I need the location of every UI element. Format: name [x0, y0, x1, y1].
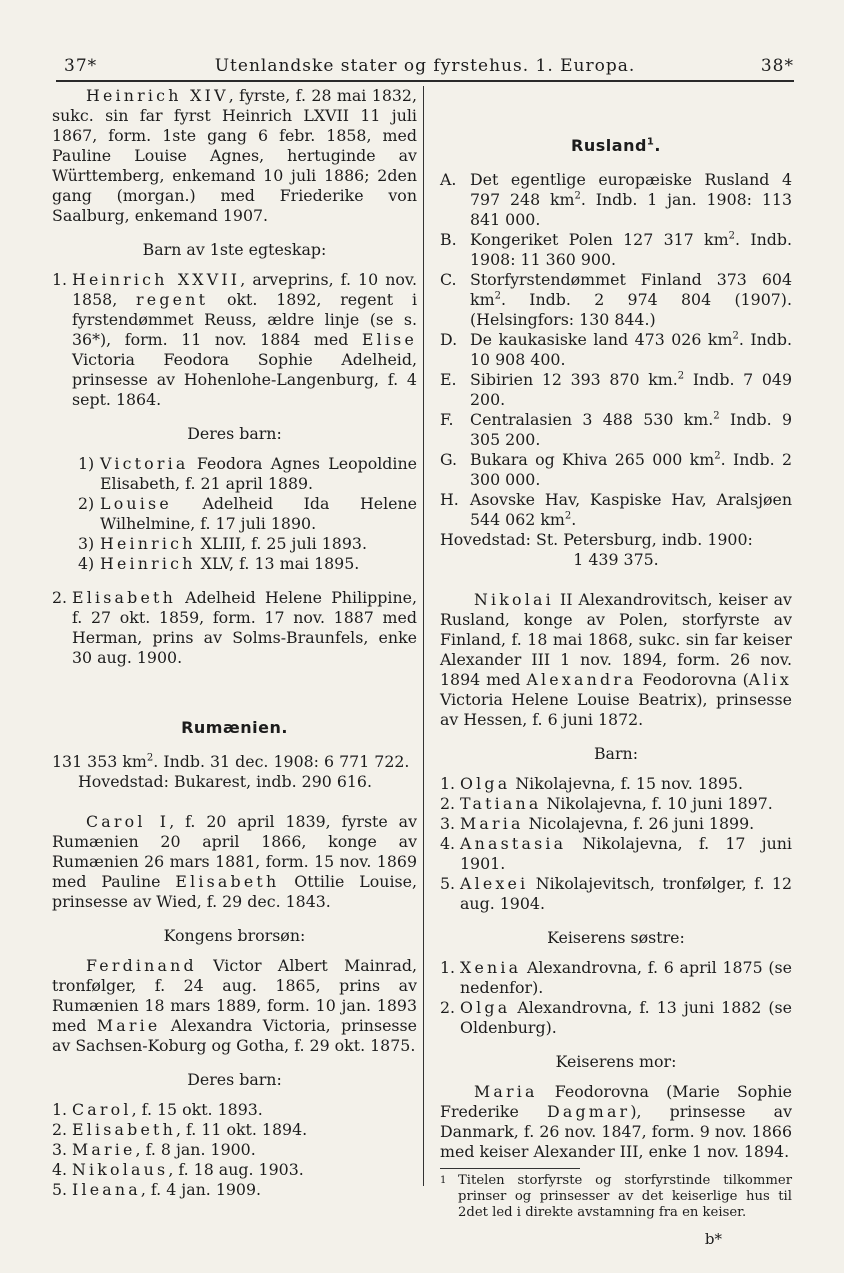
person-name: Maria — [460, 814, 524, 833]
section-heading: Keiserens søstre: — [547, 928, 685, 947]
list-item: 1. Xenia Alexandrovna, f. 6 april 1875 (se nedenfor). — [440, 958, 792, 997]
column-divider — [423, 86, 424, 1186]
list-item: 5. Alexei Nikolajevitsch, tronfølger, f. 12 aug. 1904. — [440, 874, 792, 913]
person-name: Heinrich — [100, 554, 196, 573]
list-item: 5. Ileana, f. 4 jan. 1909. — [52, 1180, 262, 1199]
region-item: A. Det egentlige europæiske Rusland 4 797 248 $km^2$. Indb. 1 jan. 1908: 113 841 000. — [440, 170, 792, 229]
right-column — [440, 86, 792, 1249]
person-name: Tatiana — [460, 794, 542, 813]
section-heading: Kongens brorsøn: — [163, 926, 306, 945]
page-number-right: 38* — [760, 56, 794, 76]
footnote: 1 Titelen storfyrste og storfyrstinde tilkommer prinser og prinsesser av det keiserlige hus til 2det led i direkte avstamning fra en keiser. — [440, 1173, 792, 1220]
rusland-capital-population: 1 439 375. — [573, 550, 659, 569]
list-item: 4. Nikolaus, f. 18 aug. 1903. — [52, 1160, 304, 1179]
rumaenien-capital: Hovedstad: Bukarest, indb. 290 616. — [78, 772, 373, 791]
person-name: Heinrich XXVII — [72, 270, 241, 289]
list-item: 3. Maria Nicolajevna, f. 26 juni 1899. — [440, 814, 755, 833]
person-name: Ferdinand — [86, 956, 197, 975]
person-name: Dagmar — [546, 1102, 631, 1121]
footnote-rule — [440, 1168, 580, 1169]
section-heading: Barn av 1ste egteskap: — [142, 240, 327, 259]
reuss-intro: Heinrich XIV, fyrste, f. 28 mai 1832, sukc. sin far fyrst Heinrich LXVII 11 juli 1867, form. 1ste gang 6 febr. 1858, med Pauline Louise Agnes, hertuginde av Württemberg, enkemand 10 juli 1886; 2den gang (morgan.) med Friederike von Saalburg, enkemand 1907. — [52, 86, 417, 225]
list-item: 4. Anastasia Nikolajevna, f. 17 juni 1901. — [440, 834, 792, 873]
list-item: 4) Heinrich XLV, f. 13 mai 1895. — [78, 554, 360, 573]
list-item: 2. Elisabeth, f. 11 okt. 1894. — [52, 1120, 308, 1139]
person-name: Xenia — [460, 958, 522, 977]
rumaenien-king: Carol I, f. 20 april 1839, fyrste av Rumænien 20 april 1866, konge av Rumænien 26 mars 1881, form. 15 nov. 1869 med Pauline Elisabeth Ottilie Louise, prinsesse av Wied, f. 29 dec. 1843. — [52, 812, 418, 911]
header-rule — [56, 80, 794, 82]
person-name: Carol I — [86, 812, 170, 831]
person-name: Olga — [460, 998, 511, 1017]
list-item: 3. Marie, f. 8 jan. 1900. — [52, 1140, 256, 1159]
page-number-left: 37* — [64, 56, 98, 76]
person-name: Marie — [96, 1016, 161, 1035]
page-header — [56, 52, 794, 82]
list-item: 2) Louise Adelheid Ida Helene Wilhelmine, f. 17 juli 1890. — [78, 494, 417, 533]
person-name: Victoria — [100, 454, 189, 473]
country-heading-rusland: Rusland$^1$. — [571, 136, 661, 155]
signature-mark: b* — [704, 1230, 722, 1248]
list-item: 1) Victoria Feodora Agnes Leopoldine Elisabeth, f. 21 april 1889. — [78, 454, 417, 493]
person-name: Carol — [72, 1100, 132, 1119]
running-title: Utenlandske stater og fyrstehus. 1. Europa. — [214, 56, 636, 76]
list-item: 2. Elisabeth Adelheid Helene Philippine, f. 27 okt. 1859, form. 17 nov. 1887 med Herman, prins av Solms-Braunfels, enke 30 aug. 1900. — [52, 588, 417, 667]
list-item: 1. Heinrich XXVII, arveprins, f. 10 nov. 1858, regent okt. 1892, regent i fyrstendømmet Reuss, ældre linje (se s. 36*), form. 11 nov. 1884 med Elise Victoria Feodora Sophie Adelheid, prinsesse av Hohenlohe-Langenburg, f. 4 sept. 1864. — [52, 270, 417, 409]
person-name: Maria — [474, 1082, 538, 1101]
region-item: B. Kongeriket Polen 127 317 $km^2$. Indb. 1908: 11 360 900. — [440, 230, 792, 269]
person-name: Louise — [100, 494, 172, 513]
country-heading-rumaenien: Rumænien. — [181, 718, 288, 737]
person-name: Alexandra — [526, 670, 637, 689]
person-name: Elisabeth — [72, 588, 176, 607]
list-item: 1. Olga Nikolajevna, f. 15 nov. 1895. — [440, 774, 744, 793]
person-name: Alix — [748, 670, 792, 689]
person-name: Ileana — [72, 1180, 141, 1199]
person-name: Heinrich — [100, 534, 196, 553]
list-item: 3) Heinrich XLIII, f. 25 juli 1893. — [78, 534, 367, 553]
person-name: Heinrich XIV — [86, 86, 229, 105]
list-item: 2. Tatiana Nikolajevna, f. 10 juni 1897. — [440, 794, 773, 813]
region-item: F. Centralasien 3 488 530 km.$^2$ Indb. 9 305 200. — [440, 410, 792, 449]
person-name: Anastasia — [460, 834, 567, 853]
region-item: H. Asovske Hav, Kaspiske Hav, Aralsjøen 544 062 $km^2$. — [440, 490, 792, 529]
section-heading: Keiserens mor: — [555, 1052, 677, 1071]
list-item: 1. Carol, f. 15 okt. 1893. — [52, 1100, 263, 1119]
rumaenien-area: 131 353 $km^2$. Indb. 31 dec. 1908: 6 771 722. — [52, 752, 410, 771]
person-name: Elise — [361, 330, 417, 349]
person-name: Elisabeth — [72, 1120, 176, 1139]
section-heading: Deres barn: — [187, 1070, 282, 1089]
person-name: Elisabeth — [175, 872, 280, 891]
person-name: Nikolai — [474, 590, 554, 609]
left-column — [52, 86, 417, 1200]
region-item: G. Bukara og Khiva 265 000 $km^2$. Indb. 2 300 000. — [440, 450, 792, 489]
person-name: Olga — [460, 774, 511, 793]
person-name: Nikolaus — [72, 1160, 169, 1179]
rumaenien-heir: Ferdinand Victor Albert Mainrad, tronfølger, f. 24 aug. 1865, prins av Rumænien 18 mars 1889, form. 10 jan. 1893 med Marie Alexandra Victoria, prinsesse av Sachsen-Koburg og Gotha, f. 29 okt. 1875. — [52, 956, 417, 1055]
region-item: C. Storfyrstendømmet Finland 373 604 $km^2$. Indb. 2 974 804 (1907). (Helsingfors: 130 844.) — [440, 270, 792, 329]
section-heading: Deres barn: — [187, 424, 282, 443]
region-item: E. Sibirien 12 393 870 km.$^2$ Indb. 7 049 200. — [440, 370, 792, 409]
region-item: D. De kaukasiske land 473 026 $km^2$. Indb. 10 908 400. — [440, 330, 793, 369]
section-heading: Barn: — [593, 744, 639, 763]
person-name: Marie — [72, 1140, 136, 1159]
person-name: Alexei — [460, 874, 529, 893]
rusland-empress-mother: Maria Feodorovna (Marie Sophie Frederike Dagmar), prinsesse av Danmark, f. 26 nov. 1847, form. 9 nov. 1866 med keiser Alexander III, enke 1 nov. 1894. — [440, 1082, 792, 1161]
rusland-tsar: Nikolai II Alexandrovitsch, keiser av Rusland, konge av Polen, storfyrste av Finland, f. 18 mai 1868, sukc. sin far keiser Alexander III 1 nov. 1894, form. 26 nov. 1894 med Alexandra Feodorovna (Alix Victoria Helene Louise Beatrix), prinsesse av Hessen, f. 6 juni 1872. — [440, 590, 792, 729]
rusland-capital: Hovedstad: St. Petersburg, indb. 1900: — [440, 530, 753, 549]
list-item: 2. Olga Alexandrovna, f. 13 juni 1882 (se Oldenburg). — [440, 998, 792, 1037]
